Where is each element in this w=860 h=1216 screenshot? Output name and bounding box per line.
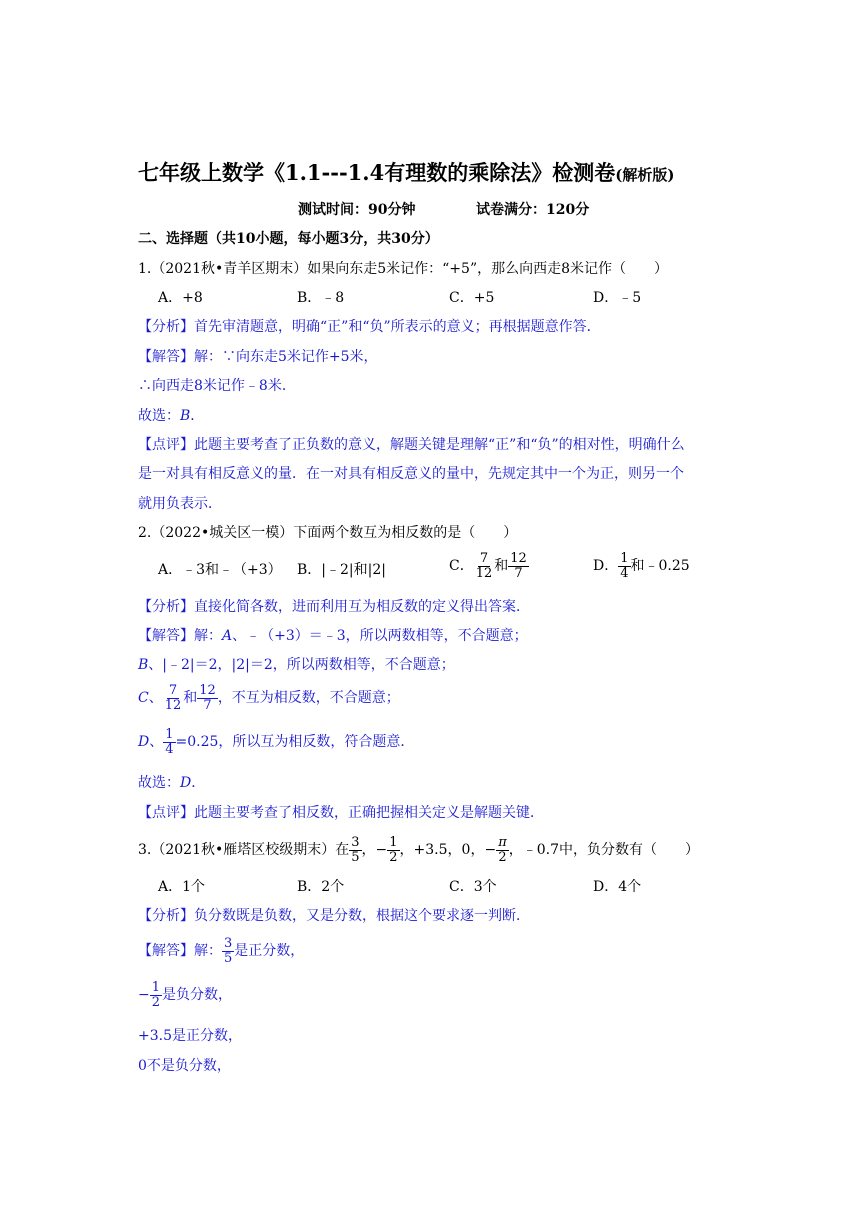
dunhao: 、 [148,690,163,707]
q3-separator: ， [361,842,376,859]
q2-choice: D [180,775,192,791]
fraction [496,836,509,864]
q3-answer-text: 是正分数， [234,943,305,960]
q1-choice-period: ． [190,408,205,424]
q2-answer-c [138,684,400,712]
q3-answer-2 [138,981,232,1009]
q3-answer-lead: 【解答】解： [138,943,222,960]
fraction-numerator: 1 [389,835,398,850]
minus-sign: − [138,987,150,1004]
fraction-denominator: 7 [203,697,212,713]
q1-comment-line3: 就用负表示． [138,496,222,512]
q3-answer-4: 0不是负分数， [138,1058,231,1074]
fraction [163,684,184,712]
title-suffix: (解析版) [615,166,675,184]
q1-comment-line1: 【点评】此题主要考查了正负数的意义，解题关键是理解“正”和“负”的相对性，明确什么 [138,437,685,453]
q2-answer-text: ，不互为相反数，不合题意； [217,690,400,707]
full-score: 试卷满分：120分 [476,202,590,218]
q2-stem: 2.（2022•城关区一模）下面两个数互为相反数的是（ ） [138,525,518,541]
fraction-denominator: 2 [389,849,398,865]
fraction-numerator: 12 [510,551,527,566]
q2-answer-d [138,728,414,756]
q1-option-d: D．﹣5 [593,290,642,306]
fraction [349,836,361,864]
q2-analysis: 【分析】直接化简各数，进而利用互为相反数的定义得出答案． [138,599,530,615]
fraction [618,552,630,580]
q2-option-c [449,552,529,580]
fraction [387,836,399,864]
q1-choice-line [138,409,204,423]
q3-answer-3: +3.5是正分数， [138,1028,242,1044]
fraction [197,684,218,712]
fraction [163,728,175,756]
q3-answer-text: 是负分数， [162,987,233,1004]
fraction [508,552,529,580]
q1-option-a: A．+8 [158,290,203,306]
q2-answer-and: 和 [183,690,198,707]
fraction-numerator: 1 [165,727,174,742]
q2-option-c-and: 和 [494,558,509,575]
fraction-numerator: 7 [168,683,178,698]
q2-answer-lead: 【解答】解： [138,628,222,644]
q3-option-a: A．1个 [158,879,206,895]
section-heading: 二、选择题（共10小题，每小题3分，共30分） [138,231,439,247]
document-title [138,162,674,183]
q2-option-d [593,552,690,580]
q3-stem-prefix: 3.（2021秋•雁塔区校级期末）在 [138,842,350,859]
q3-stem-middle: ，+3.5，0， [399,842,485,859]
fraction-numerator: 1 [151,980,161,995]
q2-option-b: B．|﹣2|和|2| [297,562,386,578]
fraction-denominator: 12 [164,697,182,713]
q1-answer-line1: 【解答】解：∵向东走5米记作+5米， [138,349,378,365]
fraction-denominator: 4 [165,741,174,757]
q3-option-c: C．3个 [449,879,497,895]
fraction [150,981,162,1009]
q2-option-d-suffix: 和﹣0.25 [630,558,690,575]
q3-option-d: D．4个 [593,879,642,895]
q2-answer-b [138,658,455,672]
q3-stem [138,836,699,864]
fraction-denominator: 7 [514,565,523,581]
q2-option-c-prefix: C． [449,558,474,575]
q3-answer-1 [138,937,304,965]
minus-sign: − [484,842,497,859]
q2-choice-period: ． [191,775,206,791]
q1-comment-line2: 是一对具有相反意义的量．在一对具有相反意义的量中，先规定其中一个为正，则另一个 [138,466,684,482]
q2-option-a: A．﹣3和﹣（+3） [158,562,282,578]
q2-choice-prefix: 故选： [138,775,180,791]
fraction-numerator: 12 [199,683,216,698]
q3-stem-suffix: ，﹣0.7中，负分数有（ ） [508,842,699,859]
title-main: 七年级上数学《1.1---1.4有理数的乘除法》检测卷 [138,160,616,185]
q3-analysis: 【分析】负分数既是负数，又是分数，根据这个要求逐一判断． [138,908,530,924]
fraction-denominator: 4 [620,565,629,581]
fraction-denominator: 2 [498,849,507,865]
fraction-denominator: 5 [224,950,233,966]
test-time: 测试时间：90分钟 [298,202,416,218]
fraction-numerator: 3 [224,936,233,951]
q1-answer-line2: ∴向西走8米记作﹣8米． [138,378,296,394]
fraction-numerator: 7 [479,551,489,566]
q2-answer-letter: C [138,690,149,707]
q1-stem: 1.（2021秋•青羊区期末）如果向东走5米记作：“+5”，那么向西走8米记作（ ） [138,261,669,277]
fraction-numerator: 3 [351,835,360,850]
q2-answer-letter: A [222,628,233,644]
fraction [474,552,495,580]
q2-comment: 【点评】此题主要考查了相反数，正确把握相关定义是解题关键． [138,805,544,821]
q2-answer-letter: D [138,734,150,751]
fraction-denominator: 12 [475,565,493,581]
fraction [222,937,234,965]
q1-analysis: 【分析】首先审清题意，明确“正”和“负”所表示的意义；再根据题意作答． [138,319,601,335]
q1-choice-prefix: 故选： [138,408,180,424]
q2-answer-a [138,629,528,643]
minus-sign: − [375,842,388,859]
q2-answer-text: 、﹣（+3）＝﹣3，所以两数相等，不合题意； [232,628,528,644]
q2-choice-line [138,776,205,790]
dunhao: 、 [149,734,164,751]
q2-option-d-prefix: D． [593,558,619,575]
q1-option-c: C．+5 [449,290,495,306]
q3-option-b: B．2个 [297,879,345,895]
q1-option-b: B．﹣8 [297,290,345,306]
q2-answer-letter: B [138,657,149,673]
q1-choice: B [180,408,191,424]
fraction-denominator: 2 [151,994,161,1010]
fraction-denominator: 5 [351,849,360,865]
q2-answer-text: 、|﹣2|＝2，|2|＝2，所以两数相等，不合题意； [148,657,455,673]
fraction-numerator: 1 [620,551,629,566]
q2-answer-text: =0.25，所以互为相反数，符合题意． [175,734,415,751]
fraction-numerator: π [498,835,507,850]
